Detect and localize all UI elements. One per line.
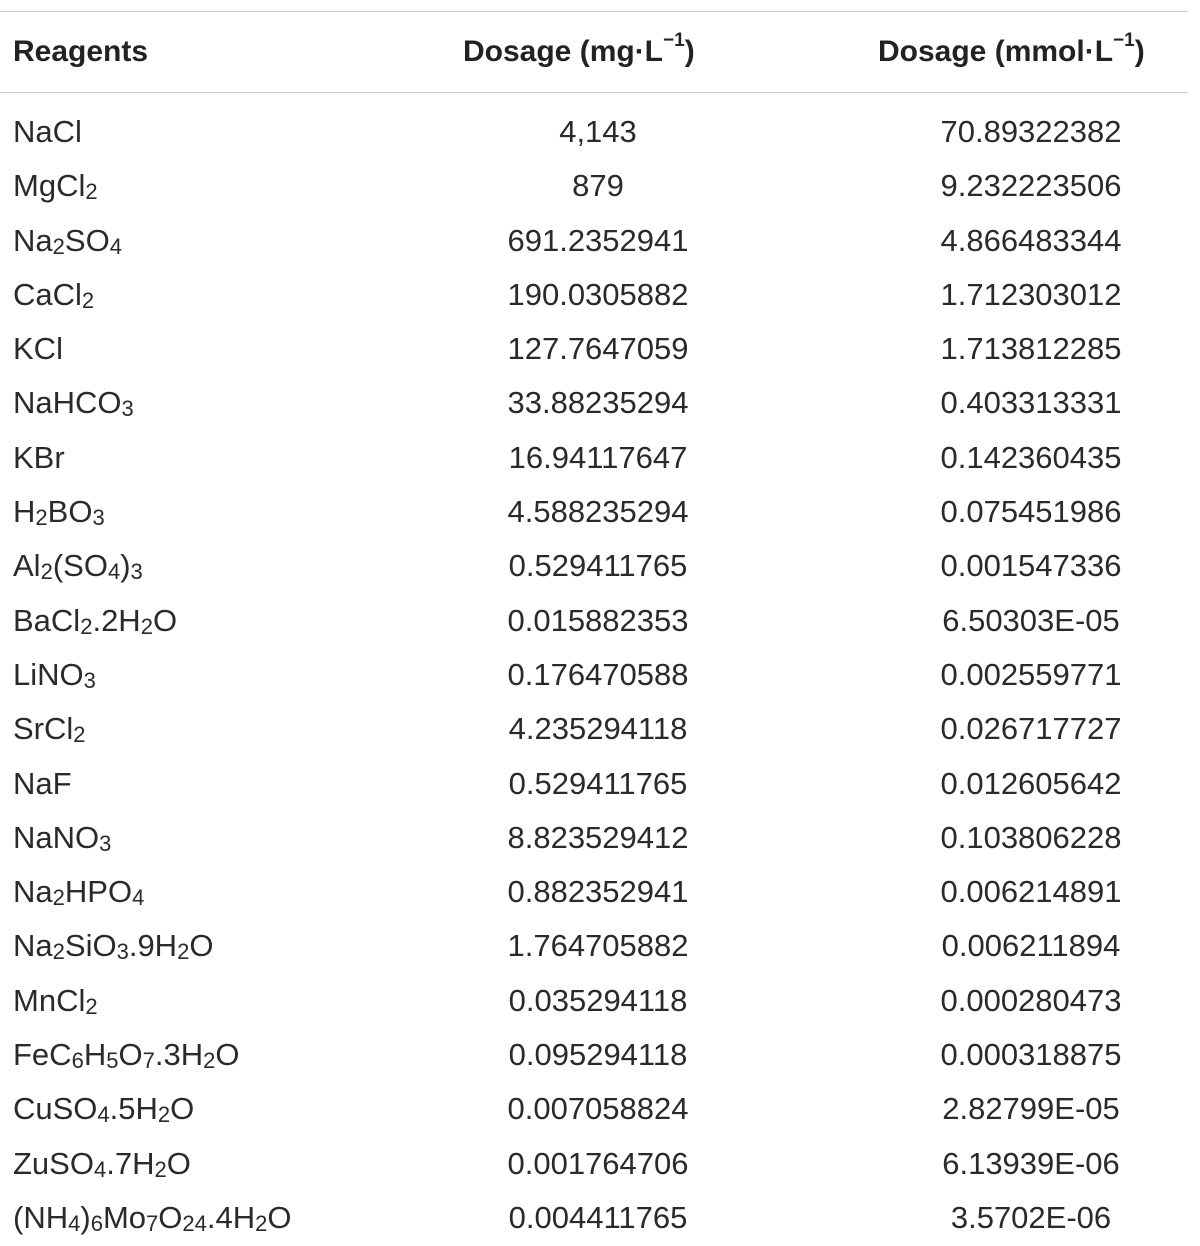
formula-subscript: 3 xyxy=(83,667,96,693)
reagent-name-cell xyxy=(13,214,122,268)
dosage-mg-cell: 4.588235294 xyxy=(507,494,689,530)
reagent-name-cell xyxy=(13,431,65,485)
formula-text: .9H xyxy=(128,928,178,964)
formula-subscript: 4 xyxy=(132,885,145,911)
formula-subscript: 2 xyxy=(73,722,86,748)
formula-text: LiNO xyxy=(13,656,84,692)
dosage-mmol-cell: 0.000280473 xyxy=(940,982,1122,1018)
table-row xyxy=(0,1028,1200,1082)
dosage-mmol-cell: 0.075451986 xyxy=(940,494,1122,530)
table-row xyxy=(0,1082,1200,1136)
dosage-mg-cell: 0.004411765 xyxy=(508,1199,688,1235)
dosage-mg-cell: 0.015882353 xyxy=(507,602,689,638)
table-row xyxy=(0,105,1200,159)
formula-text: SrCl xyxy=(13,711,74,747)
table-row xyxy=(0,594,1200,648)
formula-text: .5H xyxy=(109,1091,158,1127)
table-row xyxy=(0,919,1200,973)
formula-subscript: 5 xyxy=(106,1048,119,1074)
reagent-name-cell xyxy=(13,594,177,648)
reagent-name-cell xyxy=(13,1082,194,1136)
formula-text: O xyxy=(215,1037,240,1073)
dosage-mmol-cell: 0.103806228 xyxy=(940,819,1122,855)
dosage-mmol-cell: 0.000318875 xyxy=(940,1037,1122,1073)
dosage-mg-cell: 0.001764706 xyxy=(507,1145,689,1181)
table-row xyxy=(0,648,1200,702)
table-row xyxy=(0,865,1200,919)
dosage-mmol-cell: 9.232223506 xyxy=(940,168,1122,204)
formula-subscript: 3 xyxy=(116,939,129,965)
table-row xyxy=(0,214,1200,268)
dosage-mg-cell: 691.2352941 xyxy=(507,222,689,258)
formula-subscript: 4 xyxy=(93,1156,107,1182)
dosage-mmol-cell: 4.866483344 xyxy=(940,222,1122,258)
formula-text: (NH xyxy=(13,1199,69,1235)
table-row xyxy=(0,376,1200,430)
formula-text: Mo xyxy=(102,1199,147,1235)
formula-subscript: 6 xyxy=(90,1210,103,1236)
dosage-mg-cell: 127.7647059 xyxy=(507,331,689,367)
dosage-mmol-cell: 0.001547336 xyxy=(940,548,1122,584)
formula-text: CuSO xyxy=(13,1091,98,1127)
formula-subscript: 2 xyxy=(85,179,98,205)
formula-text: MnCl xyxy=(13,982,86,1018)
header-dosage-mmol-close: ) xyxy=(1134,35,1145,68)
formula-text: FeC xyxy=(13,1037,72,1073)
formula-subscript: 2 xyxy=(85,993,98,1019)
dosage-mmol-cell: 3.5702E-06 xyxy=(950,1199,1112,1235)
formula-text: SiO xyxy=(64,928,117,964)
formula-text: KCl xyxy=(13,331,63,367)
header-reagents-label: Reagents xyxy=(13,35,149,68)
reagent-name-cell xyxy=(13,919,213,973)
formula-subscript: 3 xyxy=(92,505,105,531)
header-reagents xyxy=(13,11,148,93)
header-dosage-mg-exponent: −1 xyxy=(663,30,685,51)
formula-subscript: 2 xyxy=(157,1102,171,1128)
reagent-name-cell xyxy=(13,376,134,430)
formula-text: O xyxy=(158,1199,183,1235)
dosage-mmol-cell: 0.142360435 xyxy=(940,439,1122,475)
formula-subscript: 2 xyxy=(81,287,95,313)
reagent-name-cell xyxy=(13,974,98,1028)
dosage-mg-cell: 879 xyxy=(572,168,624,204)
formula-subscript: 2 xyxy=(35,505,48,531)
table-row xyxy=(0,159,1200,213)
reagent-name-cell xyxy=(13,322,63,376)
formula-subscript: 3 xyxy=(121,396,134,422)
formula-subscript: 24 xyxy=(182,1210,207,1236)
reagent-name-cell xyxy=(13,865,144,919)
formula-text: Na xyxy=(13,928,53,964)
formula-text: NaHCO xyxy=(13,385,122,421)
table-row xyxy=(0,702,1200,756)
formula-subscript: 3 xyxy=(130,559,143,585)
formula-text: Na xyxy=(13,874,53,910)
dosage-mg-cell: 0.882352941 xyxy=(507,874,689,910)
header-dosage-mg xyxy=(463,11,695,93)
table-row xyxy=(0,485,1200,539)
table-row xyxy=(0,974,1200,1028)
dosage-mmol-cell: 0.006214891 xyxy=(940,874,1122,910)
formula-text: O xyxy=(170,1091,195,1127)
reagent-name-cell xyxy=(13,1028,239,1082)
table-row xyxy=(0,322,1200,376)
dosage-mmol-cell: 0.026717727 xyxy=(940,711,1122,747)
formula-subscript: 2 xyxy=(140,613,153,639)
table-row xyxy=(0,811,1200,865)
header-dosage-mmol-exponent: −1 xyxy=(1113,30,1135,51)
formula-text: O xyxy=(189,928,214,964)
formula-text: O xyxy=(267,1199,292,1235)
reagent-name-cell xyxy=(13,648,96,702)
formula-text: BaCl xyxy=(13,602,81,638)
dosage-mmol-cell: 2.82799E-05 xyxy=(942,1091,1120,1127)
formula-text: .3H xyxy=(154,1037,204,1073)
reagent-name-cell xyxy=(13,105,82,159)
reagent-name-cell xyxy=(13,811,111,865)
formula-text: (SO xyxy=(52,548,108,584)
table-row xyxy=(0,431,1200,485)
dosage-mg-cell: 0.007058824 xyxy=(507,1091,689,1127)
table-row xyxy=(0,268,1200,322)
table-header-row xyxy=(0,11,1200,93)
formula-text: H xyxy=(13,494,36,530)
formula-text: MgCl xyxy=(13,168,86,204)
dosage-mg-cell: 0.529411765 xyxy=(508,765,688,801)
formula-subscript: 7 xyxy=(146,1210,159,1236)
table-row xyxy=(0,539,1200,593)
formula-text: ZuSO xyxy=(13,1145,94,1181)
formula-text: .4H xyxy=(206,1199,256,1235)
table-body xyxy=(0,105,1200,1245)
dosage-mmol-cell: 6.50303E-05 xyxy=(942,602,1120,638)
formula-text: CaCl xyxy=(13,276,82,312)
dosage-mmol-cell: 6.13939E-06 xyxy=(942,1145,1120,1181)
dosage-mg-cell: 0.176470588 xyxy=(507,656,689,692)
dosage-mg-cell: 1.764705882 xyxy=(507,928,689,964)
dosage-mmol-cell: 70.89322382 xyxy=(940,114,1122,149)
formula-subscript: 2 xyxy=(52,885,65,911)
formula-text: .2H xyxy=(92,602,141,638)
table-row xyxy=(0,757,1200,811)
dosage-mmol-cell: 1.713812285 xyxy=(940,331,1122,367)
formula-text: Na xyxy=(13,222,53,258)
formula-text: SO xyxy=(64,222,110,258)
dosage-mg-cell: 190.0305882 xyxy=(507,276,689,312)
header-dosage-mmol xyxy=(878,11,1145,93)
reagent-name-cell xyxy=(13,1137,191,1191)
formula-subscript: 2 xyxy=(52,939,65,965)
dosage-mmol-cell: 0.006211894 xyxy=(941,928,1121,964)
reagent-name-cell xyxy=(13,485,105,539)
formula-subscript: 2 xyxy=(154,1156,167,1182)
formula-text: Al xyxy=(13,548,41,584)
header-dosage-mmol-label: Dosage (mmol·L xyxy=(878,35,1114,68)
formula-text: HPO xyxy=(64,874,133,910)
formula-text: ) xyxy=(120,548,131,584)
dosage-mmol-cell: 0.012605642 xyxy=(940,765,1122,801)
formula-text: O xyxy=(118,1037,143,1073)
table-header-rule xyxy=(0,92,1188,93)
formula-subscript: 7 xyxy=(142,1048,155,1074)
dosage-mg-cell: 4,143 xyxy=(559,114,637,149)
formula-subscript: 2 xyxy=(203,1048,216,1074)
dosage-mg-cell: 33.88235294 xyxy=(507,385,689,421)
formula-subscript: 4 xyxy=(68,1210,81,1236)
dosage-mg-cell: 0.095294118 xyxy=(508,1037,688,1073)
dosage-mmol-cell: 0.002559771 xyxy=(940,656,1122,692)
formula-text: O xyxy=(166,1145,191,1181)
dosage-mmol-cell: 1.712303012 xyxy=(940,276,1122,312)
formula-subscript: 4 xyxy=(107,559,121,585)
header-dosage-mg-label: Dosage (mg·L xyxy=(463,35,664,68)
formula-subscript: 2 xyxy=(52,233,65,259)
formula-text: NaNO xyxy=(13,819,100,855)
formula-text: H xyxy=(83,1037,107,1073)
formula-subscript: 6 xyxy=(71,1048,84,1074)
formula-text: O xyxy=(152,602,178,638)
dosage-mg-cell: 0.035294118 xyxy=(508,982,688,1018)
formula-text: NaCl xyxy=(13,114,82,149)
dosage-mg-cell: 4.235294118 xyxy=(508,711,688,747)
formula-subscript: 4 xyxy=(97,1102,110,1128)
reagent-name-cell xyxy=(13,268,94,322)
dosage-mg-cell: 0.529411765 xyxy=(508,548,688,584)
dosage-mg-cell: 16.94117647 xyxy=(508,439,688,475)
formula-text: KBr xyxy=(13,439,65,475)
reagent-name-cell xyxy=(13,1191,292,1245)
formula-text: ) xyxy=(80,1199,91,1235)
dosage-mmol-cell: 0.403313331 xyxy=(940,385,1122,421)
formula-text: BO xyxy=(47,494,93,530)
formula-subscript: 3 xyxy=(99,830,112,856)
formula-text: NaF xyxy=(13,765,72,801)
table-row xyxy=(0,1137,1200,1191)
table-row xyxy=(0,1191,1200,1245)
reagent-name-cell xyxy=(13,702,86,756)
reagent-name-cell xyxy=(13,539,143,593)
formula-subscript: 2 xyxy=(177,939,190,965)
formula-subscript: 2 xyxy=(80,613,93,639)
header-dosage-mg-close: ) xyxy=(684,35,695,68)
formula-subscript: 2 xyxy=(255,1210,268,1236)
reagent-name-cell xyxy=(13,159,98,213)
formula-subscript: 4 xyxy=(109,233,122,259)
reagent-name-cell xyxy=(13,757,72,811)
dosage-mg-cell: 8.823529412 xyxy=(507,819,689,855)
formula-text: .7H xyxy=(106,1145,155,1181)
formula-subscript: 2 xyxy=(40,559,53,585)
